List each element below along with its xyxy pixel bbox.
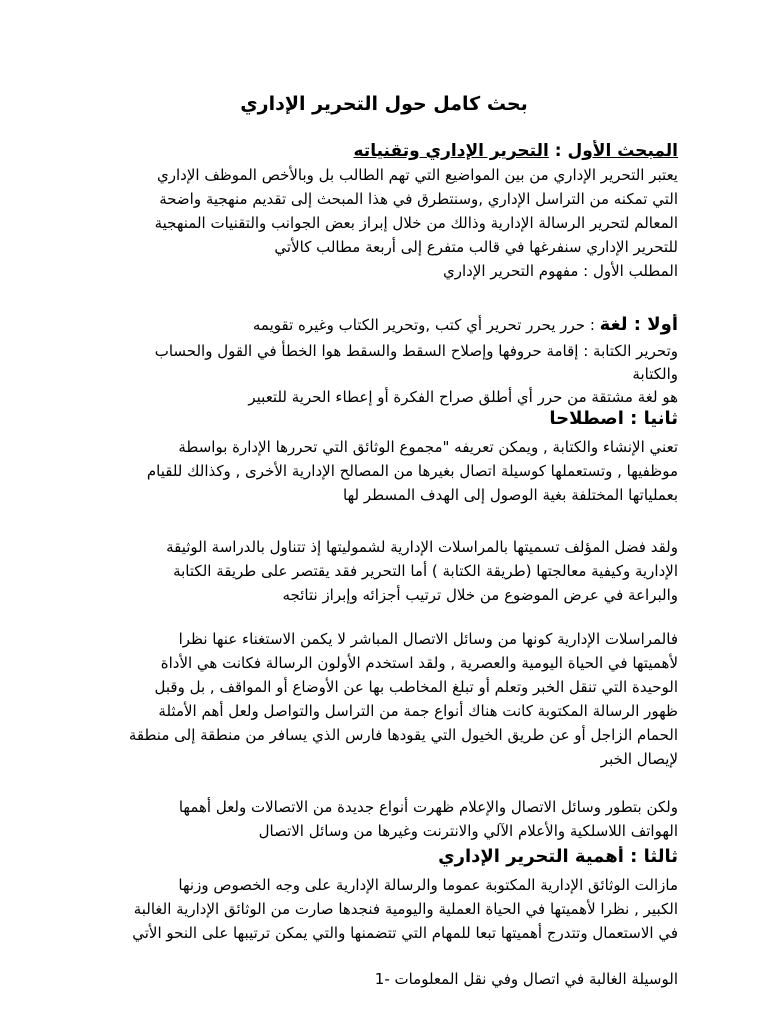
paragraph-line: بعملياتها المختلفة بغية الوصول إلى الهدف المسطر لها	[343, 486, 678, 504]
list-item-1: الوسيلة الغالبة في اتصال وفي نقل المعلومات -1	[374, 970, 678, 988]
paragraph-line: تعني الإنشاء والكتابة , ويمكن تعريفه "مجموع الوثائق التي تحررها الإدارة بواسطة	[178, 438, 678, 456]
intro-line: التي تمكنه من التراسل الإداري ,وسنتطرق في هذا المبحث إلى تقديم منهجية واضحة	[159, 190, 678, 208]
lugha-text: : حرر يحرر تحرير أي كتب ,وتحرير الكتاب وغيره تقويمه	[252, 316, 600, 334]
document-title: بحث كامل حول التحرير الإداري	[240, 93, 528, 115]
paragraph-line: الوحيدة التي تنقل الخبر وتعلم أو تبلغ المخاطب بها عن الأوضاع أو المواقف , بل وقبل	[154, 678, 678, 696]
paragraph-line: ولقد فضل المؤلف تسميتها بالمراسلات الإدارية لشموليتها إذ تتناول بالدراسة الوثيقة	[166, 538, 678, 556]
paragraph-line: لإيصال الخبر	[600, 750, 678, 768]
intro-line: يعتبر التحرير الإداري من بين المواضيع التي تهم الطالب بل وبالأخص الموظف الإداري	[157, 166, 678, 184]
paragraph-line: ولكن بتطور وسائل الاتصال والإعلام ظهرت أنواع جديدة من الاتصالات ولعل أهمها	[178, 798, 678, 816]
paragraph-line: الهواتف اللاسلكية والأعلام الآلي والانترنت وغيرها من وسائل الاتصال	[258, 822, 678, 840]
paragraph-line: موظفيها , وتستعملها كوسيلة اتصال بغيرها من المصالح الإدارية الأخرى , وكذالك للقيام	[146, 462, 678, 480]
lugha-line	[88, 314, 678, 336]
paragraph-line: فالمراسلات الإدارية كونها من وسائل الاتصال المباشر لا يكمن الاستغناء عنها نظرا	[178, 630, 678, 648]
paragraph-line: في الاستعمال وتتدرج أهميتها تبعا للمهام التي تتضمنها والتي يمكن ترتيبها على النحو الأتي	[132, 924, 678, 942]
lugha-detail-line: والكتابة	[632, 365, 678, 383]
lugha-label: أولا : لغة	[599, 314, 678, 335]
section1-subject: التحرير الإداري وتقنياته	[353, 141, 549, 161]
istilahan-heading: ثانيا : اصطلاحا	[549, 408, 678, 429]
paragraph-line: لأهميتها في الحياة اليومية والعصرية , ولقد استخدم الأولون الرسالة فكانت هي الأداة	[160, 654, 678, 672]
section1-label: المبحث الأول	[567, 141, 678, 161]
lugha-detail-line: هو لغة مشتقة من حرر أي أطلق صراح الفكرة أو إعطاء الحرية للتعبير	[248, 388, 678, 406]
paragraph-line: الكبير , نظرا لأهميتها في الحياة العملية واليومية فنجدها صارت من الوثائق الإدارية الغالبة	[133, 900, 678, 918]
section1-heading	[88, 140, 678, 162]
paragraph-line: ظهور الرسالة المكتوبة كانت هناك أنواع جمة من التراسل والتواصل ولعل أهم الأمثلة	[158, 702, 678, 720]
lugha-detail-line: وتحرير الكتابة : إقامة حروفها وإصلاح السقط والسقط هوا الخطأ في القول والحساب	[154, 342, 678, 360]
paragraph-line: الحمام الزاجل أو عن طريق الخيول التي يقودها فارس الذي يسافر من منطقة إلى منطقة	[128, 726, 678, 744]
heading-importance: ثالثا : أهمية التحرير الإداري	[438, 846, 678, 867]
paragraph-line: والبراعة في عرض الموضوع من خلال ترتيب أجزائه وإبراز نتائجه	[282, 586, 678, 604]
paragraph-line: مازالت الوثائق الإدارية المكتوبة عموما والرسالة الإدارية على وجه الخصوص وزنها	[178, 876, 678, 894]
section1-colon: :	[548, 141, 568, 161]
intro-line: المعالم لتحرير الرسالة الإدارية وذالك من خلال إبراز بعض الجوانب والتقنيات المنهجية	[154, 214, 678, 232]
intro-line: للتحرير الإداري سنفرغها في قالب متفرع إلى أربعة مطالب كالأتي	[274, 238, 678, 256]
paragraph-line: الإدارية وكيفية معالجتها (طريقة الكتابة ) أما التحرير فقد يقتصر على طريقة الكتابة	[173, 562, 678, 580]
subsection1-title: المطلب الأول : مفهوم التحرير الإداري	[443, 262, 678, 280]
